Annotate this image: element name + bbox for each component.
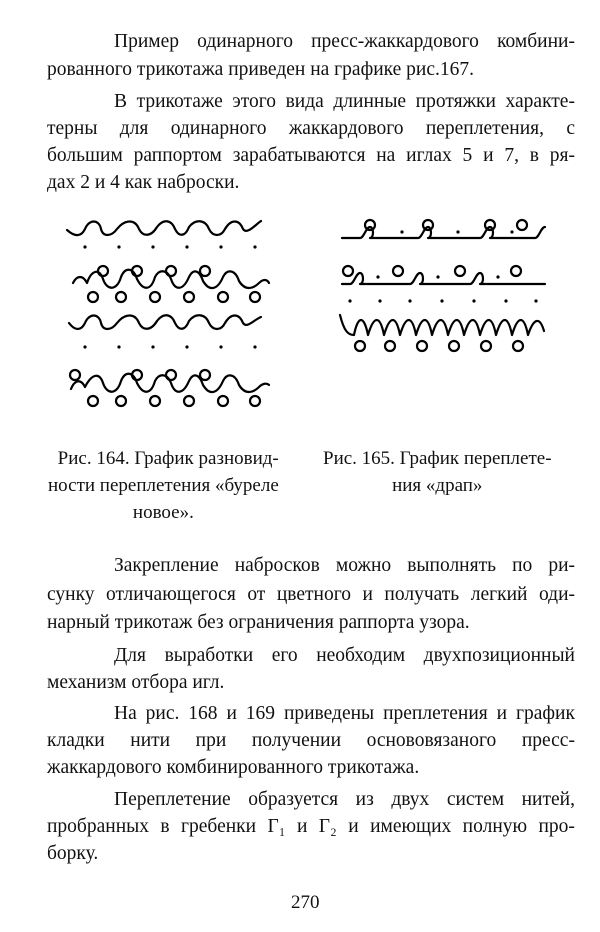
thread-row-3 (69, 315, 261, 329)
page-number: 270 (291, 892, 320, 913)
thread-row-3 (340, 315, 544, 335)
text-line: кладки нити при получении основовязаного пресс- (47, 730, 575, 751)
text-line: рованного трикотажа приведен на графике рис.167. (47, 59, 475, 80)
text-line: пробранных в гребенки Г₁ и Г₂ и имеющих полную про- (47, 816, 575, 837)
needle-dots (348, 230, 537, 302)
text-line: борку. (47, 843, 99, 864)
needle-dots (83, 245, 256, 348)
figure-165-graph (330, 205, 560, 365)
thread-row-4 (71, 374, 269, 392)
text-line: Переплетение образуется из двух систем нитей, (114, 789, 575, 810)
text-line: Для выработки его необходим двухпозиционный (114, 645, 575, 666)
text-line: терны для одинарного жаккардового переплетения, с (47, 118, 575, 139)
text-line: На рис. 168 и 169 приведены преплетения и график (114, 703, 575, 724)
text-line: большим раппортом зарабатываются на иглах 5 и 7, в ря- (47, 145, 575, 166)
text-line: В трикотаже этого вида длинные протяжки характе- (114, 91, 575, 112)
text-line: Пример одинарного пресс-жаккардового комбини- (114, 31, 575, 52)
thread-row-1 (67, 221, 261, 235)
figure-165-caption: Рис. 165. График переплете- ния «драп» (323, 448, 552, 496)
figure-164-caption: Рис. 164. График разновид- ности переплетения «буреле новое». (48, 448, 279, 523)
text-line: дах 2 и 4 как наброски. (47, 172, 240, 193)
text-line: жаккардового комбинированного трикотажа. (47, 757, 420, 778)
thread-row-2 (73, 270, 269, 288)
text-line: механизм отбора игл. (47, 672, 225, 693)
figure-164-graph (55, 205, 295, 420)
text-line: нарный трикотаж без ограничения раппорта узора. (47, 612, 470, 633)
text-line: Закрепление набросков можно выполнять по ри- (114, 555, 575, 576)
text-line: сунку отличающегося от цветного и получать легкий оди- (47, 584, 575, 605)
